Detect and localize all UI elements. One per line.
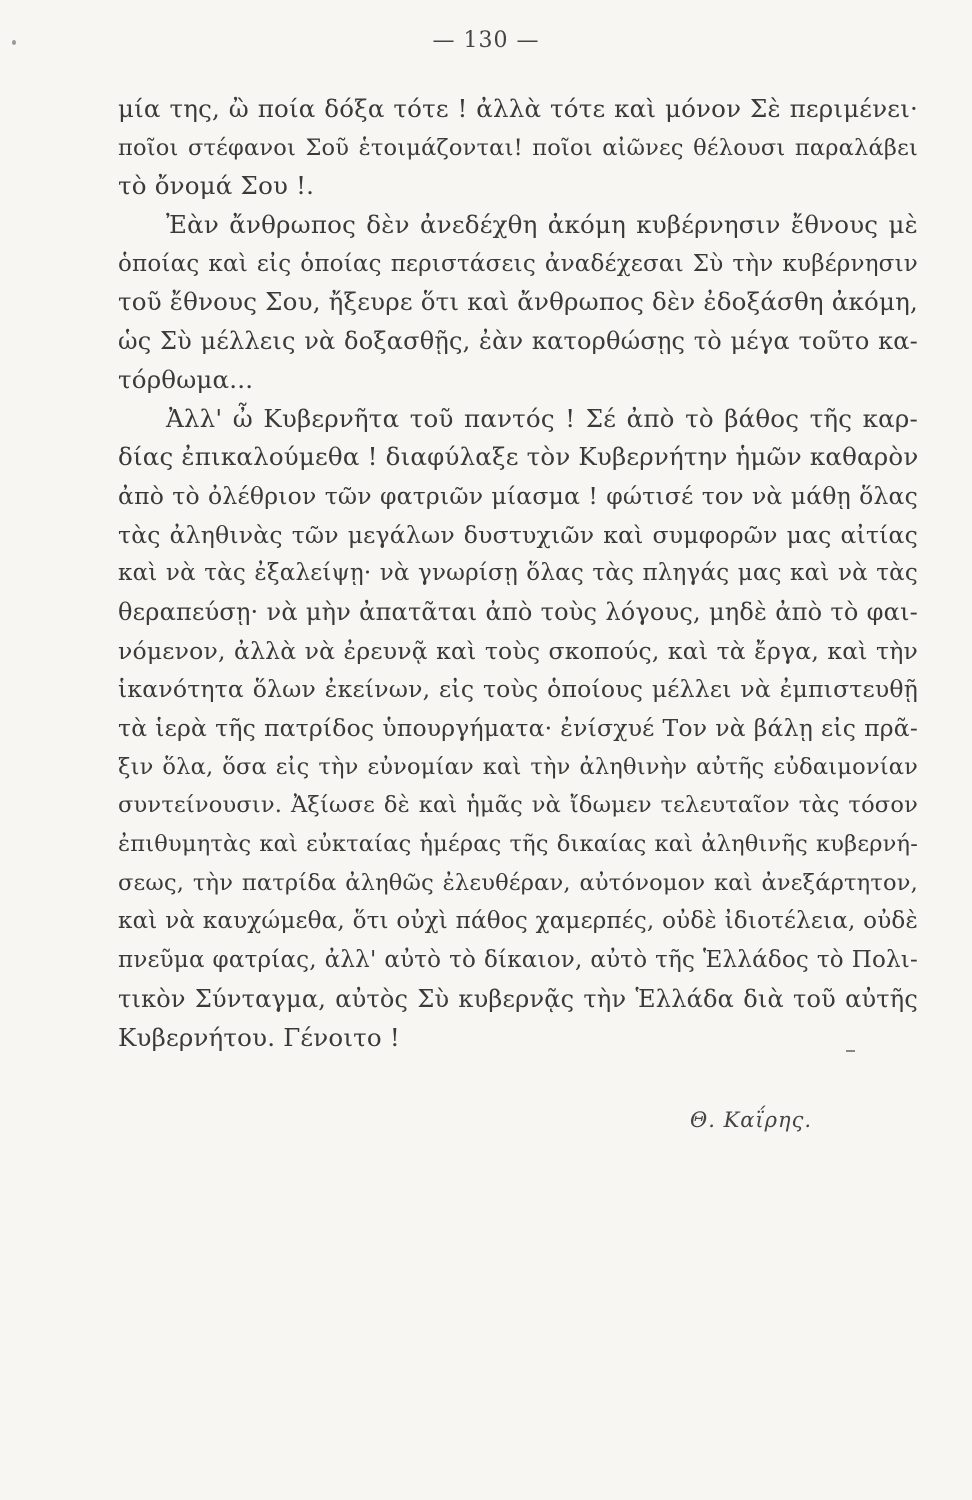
text-line: τικὸν Σύνταγμα, αὐτὸς Σὺ κυβερνᾷς τὴν Ἑλλάδα διὰ τοῦ αὐτῆς: [118, 984, 918, 1013]
text-line: ἐπιθυμητὰς καὶ εὐκταίας ἡμέρας τῆς δικαίας καὶ ἀληθινῆς κυβερνή-: [118, 831, 918, 858]
text-line: ἱκανότητα ὅλων ἐκείνων, εἰς τοὺς ὁποίους μέλλει νὰ ἐμπιστευθῇ: [118, 675, 918, 704]
text-line: ὁποίας καὶ εἰς ὁποίας περιστάσεις ἀναδέχεσαι Σὺ τὴν κυβέρνησιν: [118, 250, 918, 277]
body-text: [118, 90, 918, 1057]
author-signature: Θ. Καΐρης.: [690, 1108, 813, 1132]
text-line: θεραπεύσῃ· νὰ μὴν ἀπατᾶται ἀπὸ τοὺς λόγους, μηδὲ ἀπὸ τὸ φαι-: [118, 597, 918, 626]
text-line: τὰς ἀληθινὰς τῶν μεγάλων δυστυχιῶν καὶ συμφορῶν μας αἰτίας: [118, 520, 918, 549]
page-number-header: — 130 —: [432, 28, 540, 53]
text-line: Ἐὰν ἄνθρωπος δὲν ἀνεδέχθη ἀκόμη κυβέρνησιν ἔθνους μὲ: [166, 210, 918, 240]
text-line: σεως, τὴν πατρίδα ἀληθῶς ἐλευθέραν, αὐτόνομον καὶ ἀνεξάρτητον,: [118, 869, 918, 896]
text-line: Ἀλλ' ὦ Κυβερνῆτα τοῦ παντός ! Σέ ἀπὸ τὸ βάθος τῆς καρ-: [166, 403, 918, 433]
text-line: συντείνουσιν. Ἀξίωσε δὲ καὶ ἡμᾶς νὰ ἴδωμεν τελευταῖον τὰς τόσον: [118, 792, 918, 819]
text-line: ξιν ὅλα, ὅσα εἰς τὴν εὐνομίαν καὶ τὴν ἀληθινὴν αὐτῆς εὐδαιμονίαν: [118, 753, 918, 780]
text-line: τὸ ὄνομά Σου !.: [118, 171, 315, 201]
text-line: ἀπὸ τὸ ὀλέθριον τῶν φατριῶν μίασμα ! φώτισέ τον νὰ μάθῃ ὅλας: [118, 481, 918, 510]
text-line: τόρθωμα...: [118, 364, 254, 394]
text-line: νόμενον, ἀλλὰ νὰ ἐρευνᾷ καὶ τοὺς σκοπούς, καὶ τὰ ἔργα, καὶ τὴν: [118, 636, 918, 665]
text-line: ὡς Σὺ μέλλεις νὰ δοξασθῇς, ἐὰν κατορθώσῃς τὸ μέγα τοῦτο κα-: [118, 327, 918, 356]
text-line: τὰ ἱερὰ τῆς πατρίδος ὑπουργήματα· ἐνίσχυέ Τον νὰ βάλῃ εἰς πρᾶ-: [118, 714, 918, 742]
text-line: ποῖοι στέφανοι Σοῦ ἑτοιμάζονται! ποῖοι αἰῶνες θέλουσι παραλάβει: [118, 134, 918, 161]
text-line: πνεῦμα φατρίας, ἀλλ' αὐτὸ τὸ δίκαιον, αὐτὸ τῆς Ἑλλάδος τὸ Πολι-: [118, 947, 918, 974]
stray-dash-mark: [846, 1050, 855, 1052]
text-line: καὶ νὰ τὰς ἐξαλείψῃ· νὰ γνωρίσῃ ὅλας τὰς πληγάς μας καὶ νὰ τὰς: [118, 560, 918, 587]
text-line: μία της, ὢ ποία δόξα τότε ! ἀλλὰ τότε καὶ μόνον Σὲ περιμένει·: [118, 94, 918, 123]
text-line: καὶ νὰ καυχώμεθα, ὅτι οὐχὶ πάθος χαμερπές, οὐδὲ ἰδιοτέλεια, οὐδὲ: [118, 908, 918, 935]
text-line: δίας ἐπικαλούμεθα ! διαφύλαξε τὸν Κυβερνήτην ἡμῶν καθαρὸν: [118, 442, 918, 472]
text-line: τοῦ ἔθνους Σου, ἤξευρε ὅτι καὶ ἄνθρωπος δὲν ἐδοξάσθη ἀκόμη,: [118, 287, 918, 317]
text-line: Κυβερνήτου. Γένοιτο !: [118, 1022, 400, 1052]
